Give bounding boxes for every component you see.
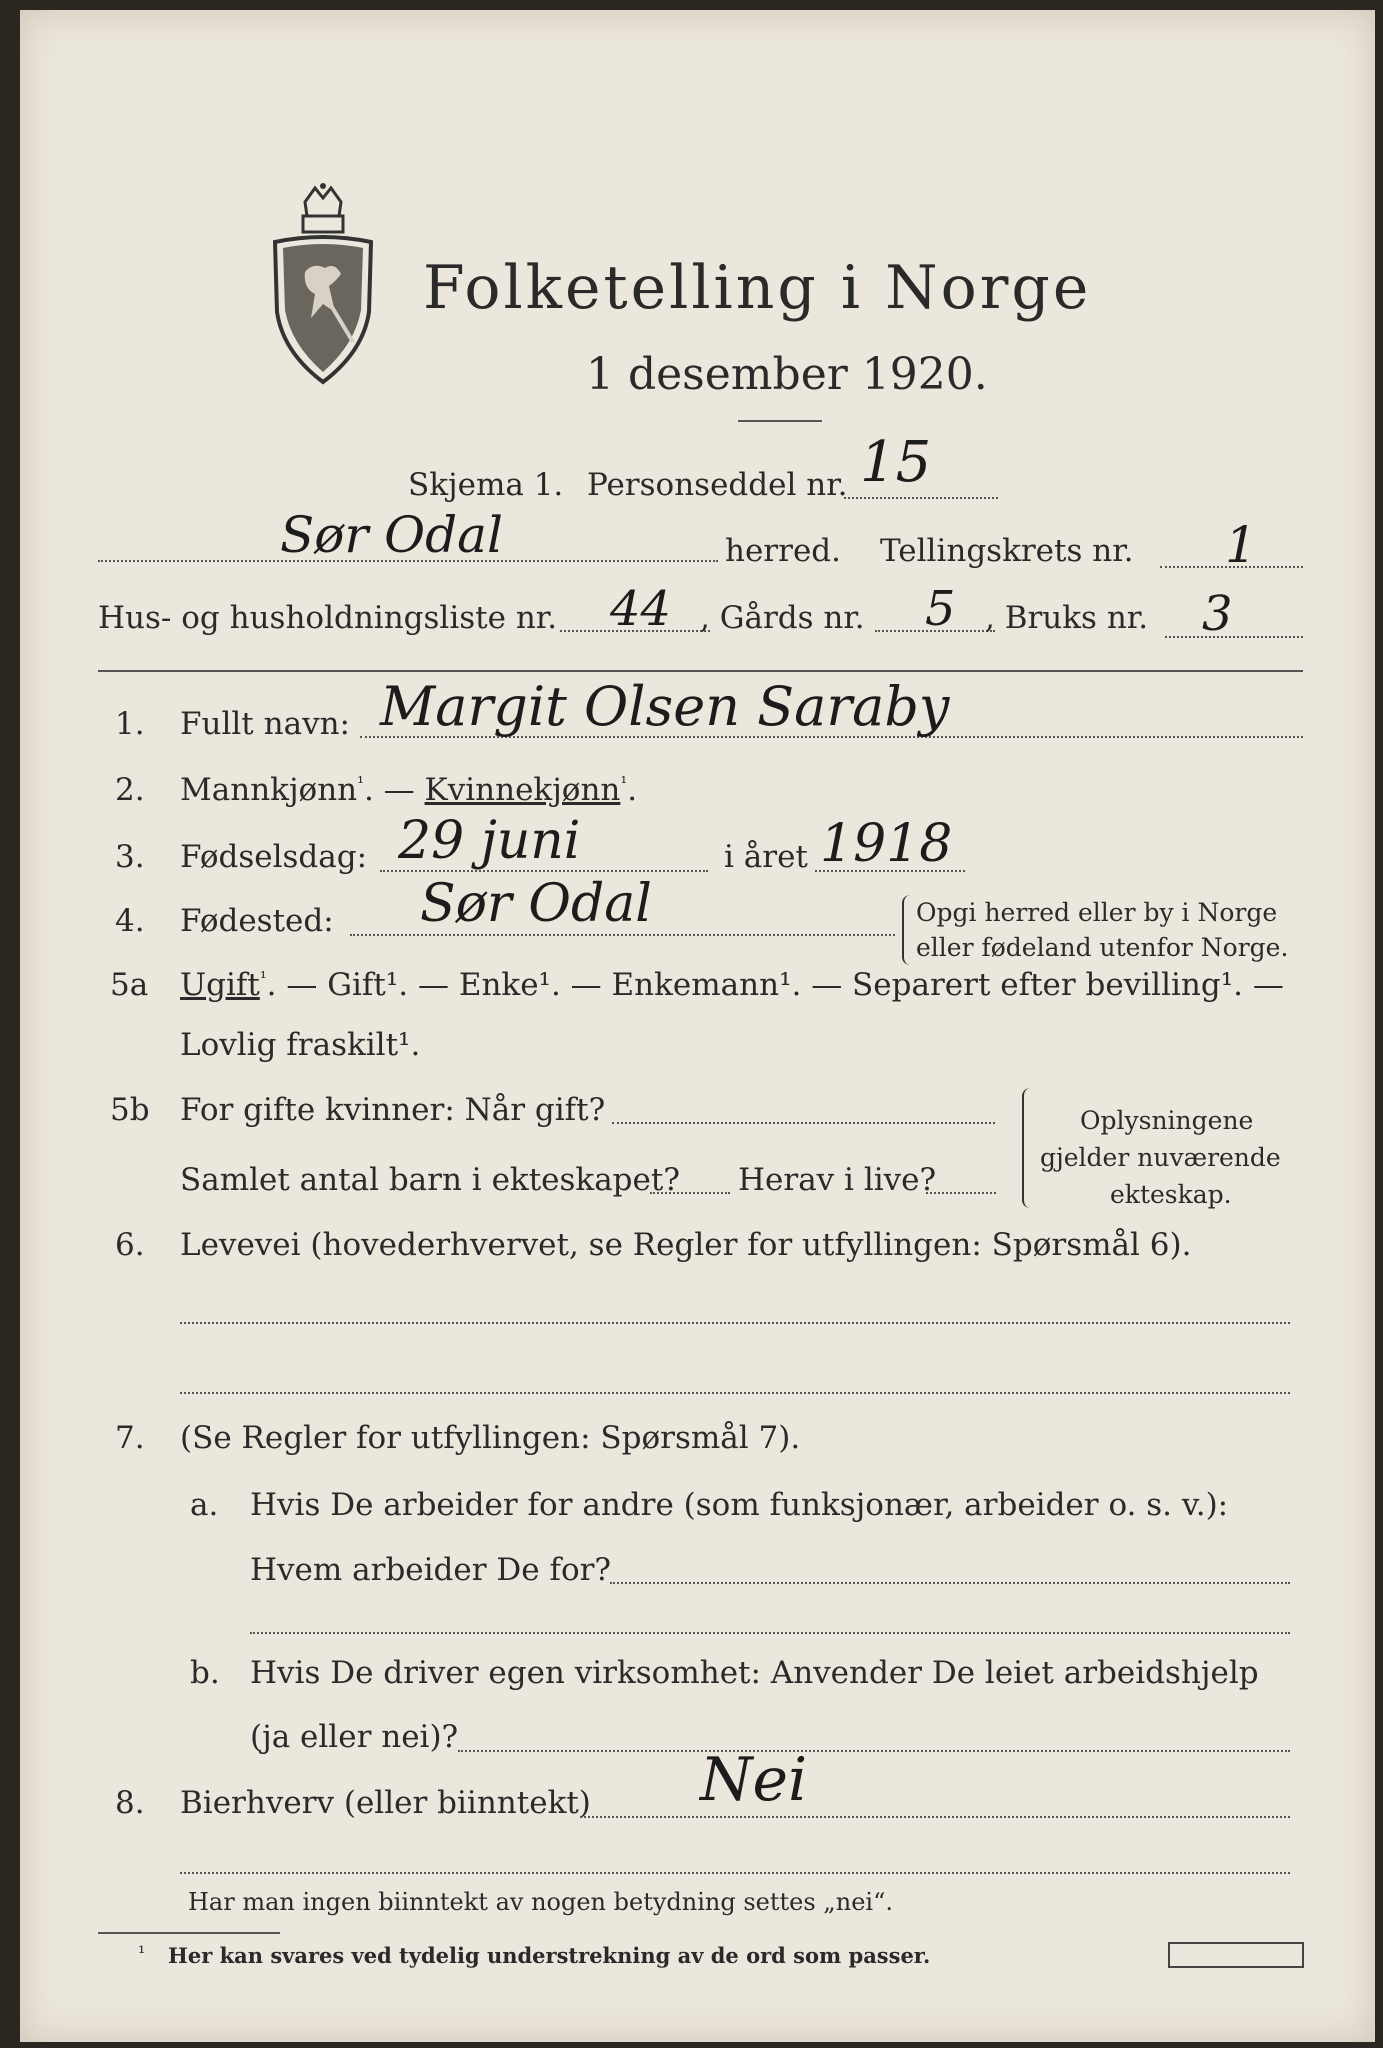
q5b-note-line3: ekteskap. xyxy=(1110,1180,1232,1209)
q8-line1 xyxy=(580,1816,1290,1818)
q5b-alive-label: Herav i live? xyxy=(738,1162,937,1198)
personseddel-line xyxy=(844,497,998,499)
q5b-children-label: Samlet antal barn i ekteskapet? xyxy=(180,1162,680,1198)
q4-label: Fødested: xyxy=(180,903,334,939)
q5b-number: 5b xyxy=(110,1092,150,1128)
footnote-rule xyxy=(98,1932,280,1934)
q4-note-brace xyxy=(902,895,912,965)
gards-value: 5 xyxy=(925,581,956,637)
census-form-page xyxy=(20,10,1375,2042)
q8-label: Bierhverv (eller biinntekt) xyxy=(180,1785,591,1821)
tellingskrets-label: Tellingskrets nr. xyxy=(880,533,1134,569)
q3-label: Fødselsdag: xyxy=(180,839,368,875)
q3-year-value: 1918 xyxy=(820,814,953,874)
q5a-number: 5a xyxy=(110,967,149,1003)
q5b-married-line xyxy=(612,1122,995,1124)
q6-number: 6. xyxy=(115,1227,145,1263)
printer-stamp xyxy=(1168,1942,1304,1968)
husliste-label: Hus- og husholdningsliste nr. xyxy=(98,600,558,636)
q7a-line1: Hvis De arbeider for andre (som funksjonær, arbeider o. s. v.): xyxy=(250,1487,1229,1523)
q5a-line1 xyxy=(180,967,1284,1003)
q4-note-line1: Opgi herred eller by i Norge xyxy=(916,898,1278,927)
title-rule xyxy=(738,420,822,422)
q3-value: 29 juni xyxy=(398,811,581,871)
q7b-line2: (ja eller nei)? xyxy=(250,1719,459,1755)
q4-number: 4. xyxy=(115,903,145,939)
q7b-line1: Hvis De driver egen virksomhet: Anvender De leiet arbeidshjelp xyxy=(250,1655,1259,1691)
q4-line xyxy=(350,934,895,936)
q3-year-label: i året xyxy=(724,839,808,875)
q7-label: (Se Regler for utfyllingen: Spørsmål 7). xyxy=(180,1420,801,1456)
footer-note: Har man ingen biinntekt av nogen betydning settes „nei“. xyxy=(188,1888,893,1916)
bruks-line xyxy=(1165,636,1303,638)
q8-value: Nei xyxy=(700,1745,808,1815)
q2-end: . xyxy=(627,772,638,808)
q3-number: 3. xyxy=(115,839,145,875)
q6-line1 xyxy=(180,1322,1290,1324)
q8-number: 8. xyxy=(115,1785,145,1821)
q6-label: Levevei (hovederhvervet, se Regler for utfyllingen: Spørsmål 6). xyxy=(180,1227,1192,1263)
footnote-text: Her kan svares ved tydelig understrekning av de ord som passer. xyxy=(168,1943,931,1968)
q2-number: 2. xyxy=(115,772,145,808)
footnote-mark: ¹ xyxy=(138,1943,146,1964)
q2-female-sup: ¹ xyxy=(620,773,628,794)
q1-label: Fullt navn: xyxy=(180,706,350,742)
q2-male-option: Mannkjønn xyxy=(180,772,358,808)
q7b-answer-line xyxy=(458,1750,1290,1752)
q5b-line1: For gifte kvinner: Når gift? xyxy=(180,1092,606,1128)
q7a-letter: a. xyxy=(190,1487,219,1523)
herred-value: Sør Odal xyxy=(280,506,503,564)
tellingskrets-value: 1 xyxy=(1225,516,1257,574)
header-divider xyxy=(98,670,1303,672)
q7b-letter: b. xyxy=(190,1655,220,1691)
q7a-line2: Hvem arbeider De for? xyxy=(250,1552,612,1588)
personseddel-label: Personseddel nr. xyxy=(587,467,848,503)
q7a-answer-line1 xyxy=(610,1582,1290,1584)
husliste-value: 44 xyxy=(610,581,672,637)
q5b-children-line xyxy=(650,1192,730,1194)
q4-value: Sør Odal xyxy=(420,874,652,934)
q5a-ugift-option: Ugift xyxy=(180,967,260,1003)
q2-female-option: Kvinnekjønn xyxy=(424,772,621,808)
q4-note-line2: eller fødeland utenfor Norge. xyxy=(916,933,1289,962)
bruks-label: , Bruks nr. xyxy=(985,600,1149,636)
q2-male-sup: ¹ xyxy=(357,773,364,794)
q1-value: Margit Olsen Saraby xyxy=(380,675,950,738)
bruks-value: 3 xyxy=(1202,586,1233,642)
q8-line2 xyxy=(180,1872,1290,1874)
q2-separator: . — xyxy=(363,772,425,808)
q5b-note-brace xyxy=(1022,1088,1034,1208)
q2-sex-options xyxy=(180,772,638,808)
q5b-note-line2: gjelder nuværende xyxy=(1040,1143,1281,1172)
form-title: Folketelling i Norge xyxy=(423,253,1092,323)
herred-label: herred. xyxy=(725,533,841,569)
q5a-line2: Lovlig fraskilt¹. xyxy=(180,1027,421,1063)
q5b-alive-line xyxy=(926,1192,996,1194)
norwegian-coat-of-arms-icon xyxy=(263,182,383,392)
q5a-ugift-sup: ¹ xyxy=(259,968,267,989)
form-date: 1 desember 1920. xyxy=(586,349,988,400)
q7a-answer-line2 xyxy=(250,1632,1290,1634)
q5b-note-line1: Oplysningene xyxy=(1080,1106,1254,1135)
q7-number: 7. xyxy=(115,1420,145,1456)
q1-number: 1. xyxy=(115,706,145,742)
schema-label: Skjema 1. xyxy=(408,467,564,503)
gards-label: , Gårds nr. xyxy=(700,600,865,636)
q5a-other-options: . — Gift¹. — Enke¹. — Enkemann¹. — Separert efter bevilling¹. — xyxy=(266,967,1284,1003)
personseddel-value: 15 xyxy=(860,430,932,495)
q6-line2 xyxy=(180,1392,1290,1394)
